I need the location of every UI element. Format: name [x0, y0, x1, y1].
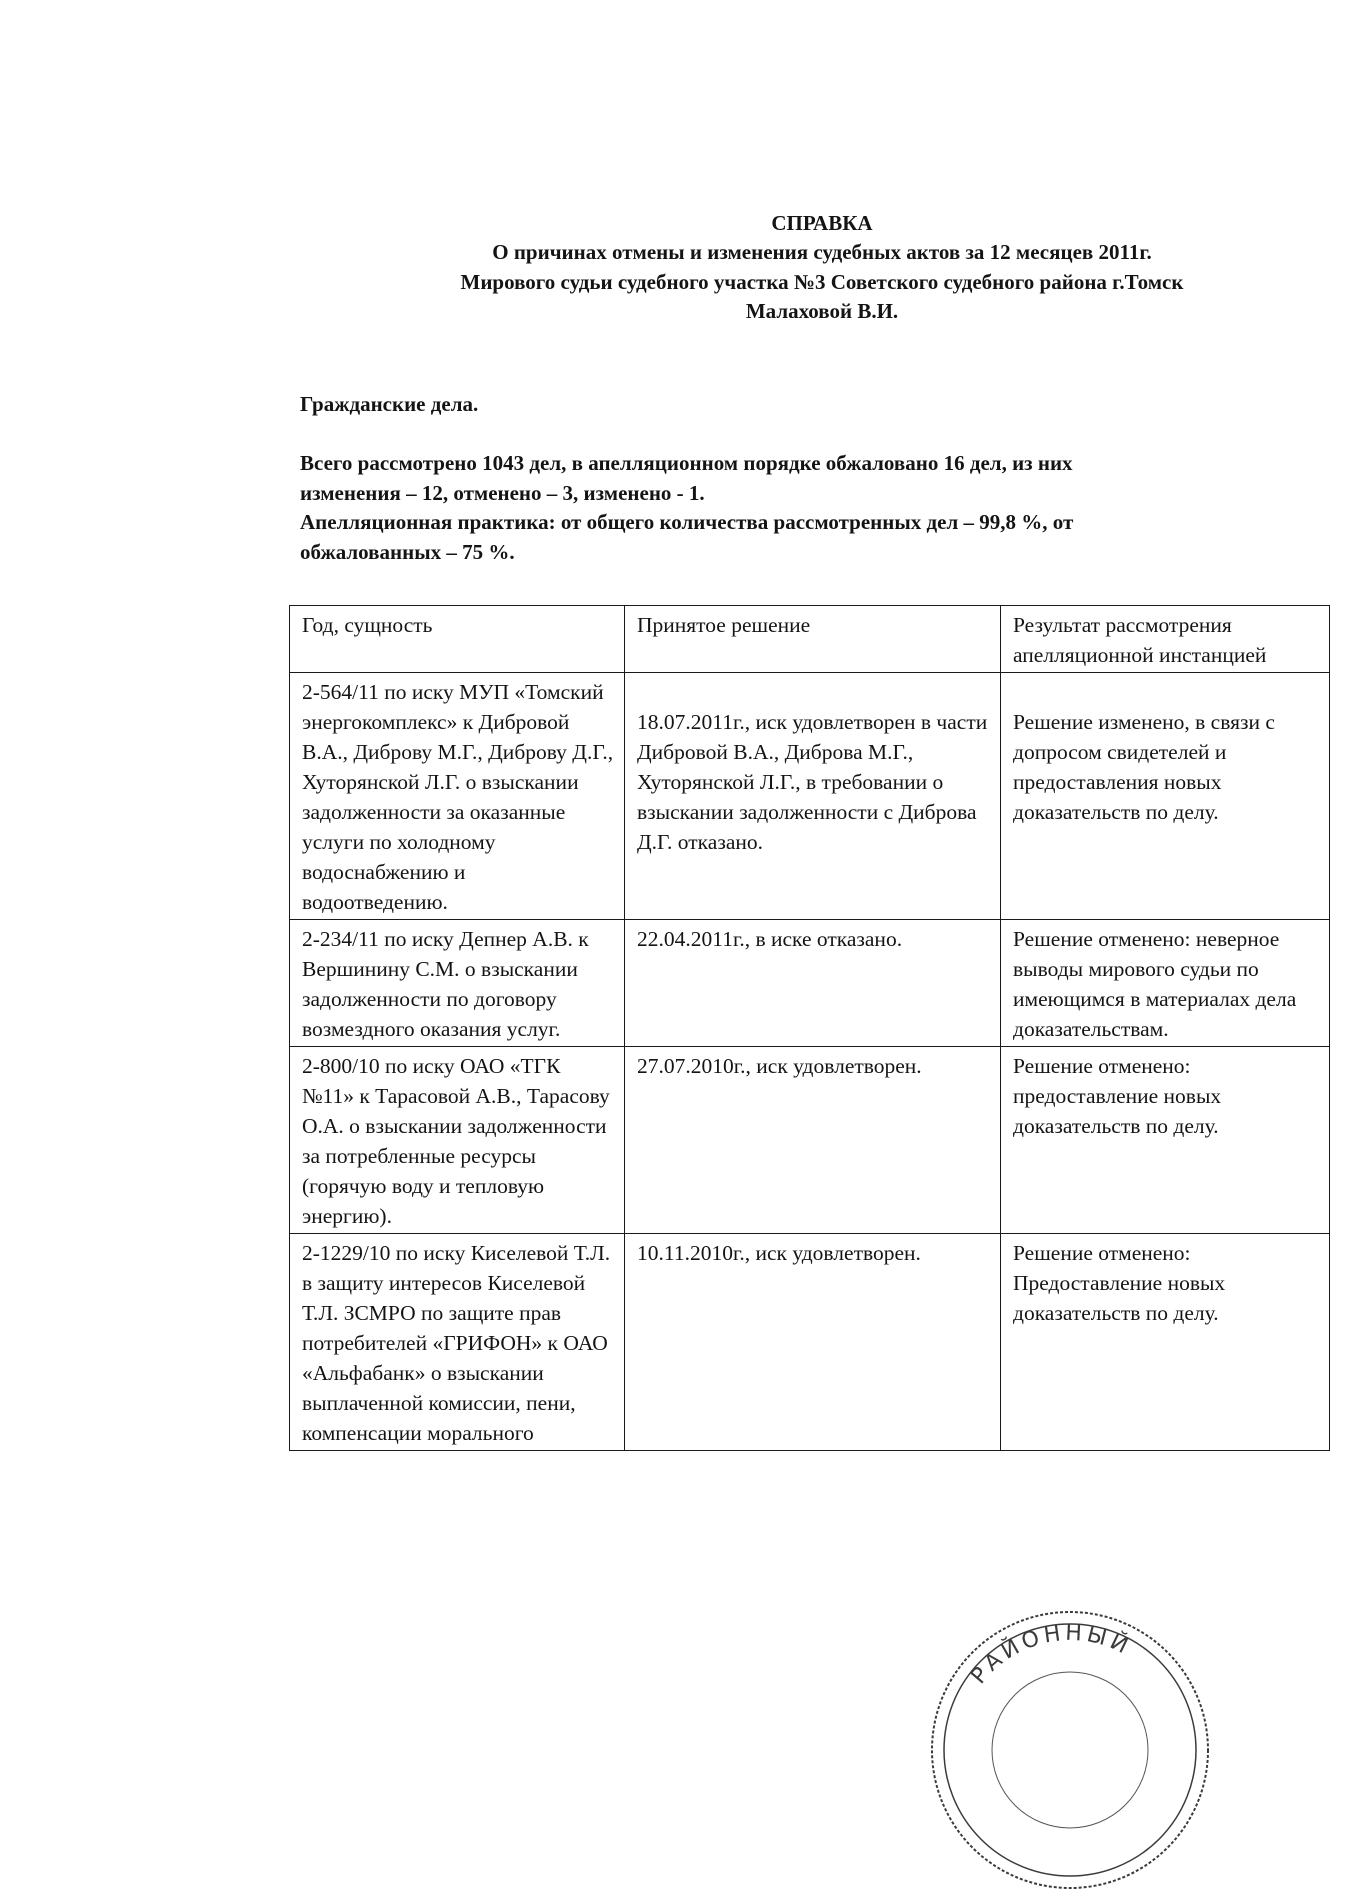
stamp-text-path: РАЙОННЫЙ [966, 1620, 1136, 1690]
result-cell: Решение отменено: неверное выводы мирового судьи по имеющимся в материалах дела доказательствам. [1001, 920, 1330, 1047]
case-cell: 2-800/10 по иску ОАО «ТГК №11» к Тарасовой А.В., Тарасову О.А. о взыскании задолженности за потребленные ресурсы (горячую воду и тепловую энергию). [290, 1047, 625, 1234]
decision-cell: 18.07.2011г., иск удовлетворен в части Дибровой В.А., Диброва М.Г., Хуторянской Л.Г., в требовании о взыскании задолженности с Диброва Д.Г. отказано. [625, 673, 1001, 920]
decision-cell: 22.04.2011г., в иске отказано. [625, 920, 1001, 1047]
decision-cell: 27.07.2010г., иск удовлетворен. [625, 1047, 1001, 1234]
document-title: СПРАВКА [771, 211, 873, 235]
header-result: Результат рассмотрения апелляционной инстанцией [1001, 606, 1330, 673]
summary-line: изменения – 12, отменено – 3, изменено - 1. [300, 481, 705, 505]
court-stamp [920, 1600, 1220, 1900]
result-cell: Решение изменено, в связи с допросом свидетелей и предоставления новых доказательств по делу. [1001, 673, 1330, 920]
practice-line: обжалованных – 75 %. [300, 540, 515, 564]
stamp-text [966, 1621, 1135, 1689]
result-cell: Решение отменено: предоставление новых доказательств по делу. [1001, 1047, 1330, 1234]
case-cell: 2-564/11 по иску МУП «Томский энергокомплекс» к Дибровой В.А., Диброву М.Г., Диброву Д.Г., Хуторянской Л.Г. о взыскании задолженности за оказанные услуги по холодному водоснабжению и водоотведению. [290, 673, 625, 920]
table-row [290, 1234, 1330, 1451]
case-cell: 2-1229/10 по иску Киселевой Т.Л. в защиту интересов Киселевой Т.Л. ЗСМРО по защите прав потребителей «ГРИФОН» к ОАО «Альфабанк» о взыскании выплаченной комиссии, пени, компенсации морального [290, 1234, 625, 1451]
table-row [290, 920, 1330, 1047]
decision-cell: 10.11.2010г., иск удовлетворен. [625, 1234, 1001, 1451]
document-subtitle-period: О причинах отмены и изменения судебных актов за 12 месяцев 2011г. [492, 240, 1152, 264]
header-decision: Принятое решение [625, 606, 1001, 673]
header-case: Год, сущность [290, 606, 625, 673]
section-heading: Гражданские дела. [300, 392, 479, 416]
practice-line: Апелляционная практика: от общего количества рассмотренных дел – 99,8 %, от [300, 510, 1074, 534]
summary-line: Всего рассмотрено 1043 дел, в апелляционном порядке обжаловано 16 дел, из них [300, 451, 1073, 475]
cases-table [289, 605, 1330, 1451]
document-subtitle-court: Мирового судьи судебного участка №3 Советского судебного района г.Томск [460, 270, 1184, 294]
table-row [290, 673, 1330, 920]
table-header-row [290, 606, 1330, 673]
table-row [290, 1047, 1330, 1234]
case-cell: 2-234/11 по иску Депнер А.В. к Вершинину С.М. о взыскании задолженности по договору возмездного оказания услуг. [290, 920, 625, 1047]
document-subtitle-judge: Малаховой В.И. [745, 299, 899, 323]
result-cell: Решение отменено: Предоставление новых доказательств по делу. [1001, 1234, 1330, 1451]
